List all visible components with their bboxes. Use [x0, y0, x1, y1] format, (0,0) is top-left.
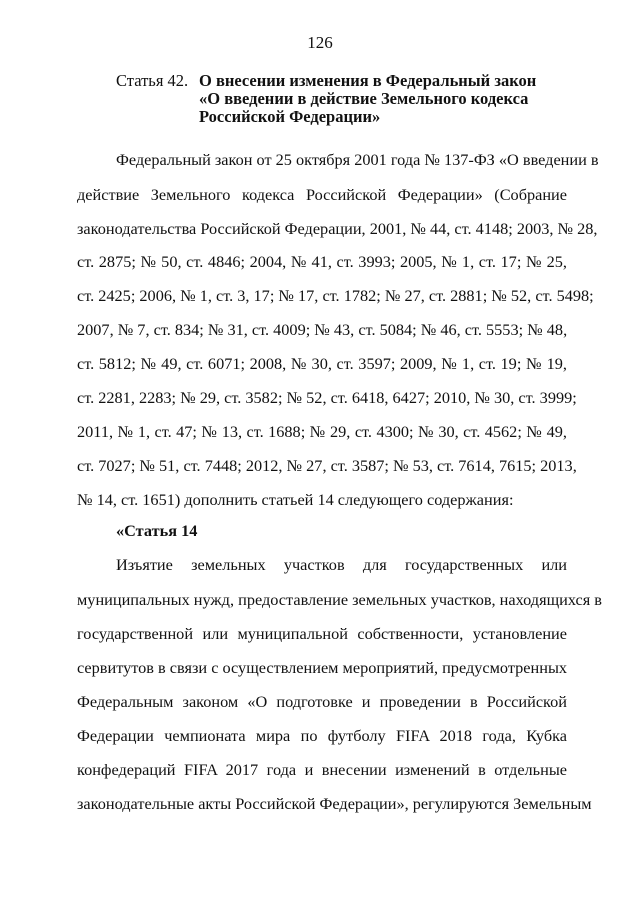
body-line: законодательства Российской Федерации, 2001, № 44, ст. 4148; 2003, № 28, [77, 219, 598, 238]
body-line: Изъятие земельных участков для государственных или [116, 555, 567, 574]
body-line: 2007, № 7, ст. 834; № 31, ст. 4009; № 43, ст. 5084; № 46, ст. 5553; № 48, [77, 320, 568, 339]
body-line: ст. 5812; № 49, ст. 6071; 2008, № 30, ст. 3597; 2009, № 1, ст. 19; № 19, [77, 354, 567, 373]
article-title-line: О внесении изменения в Федеральный закон [199, 71, 537, 90]
body-line: государственной или муниципальной собственности, установление [77, 624, 567, 643]
body-line: действие Земельного кодекса Российской Федерации» (Собрание [77, 185, 567, 204]
article-label: Статья 42. [116, 71, 189, 90]
page-number: 126 [307, 33, 333, 52]
body-line: ст. 2425; 2006, № 1, ст. 3, 17; № 17, ст. 1782; № 27, ст. 2881; № 52, ст. 5498; [77, 286, 594, 305]
body-line: законодательные акты Российской Федерации», регулируются Земельным [77, 794, 592, 813]
article-title-line: Российской Федерации» [199, 107, 381, 126]
body-line: № 14, ст. 1651) дополнить статьей 14 следующего содержания: [77, 490, 514, 509]
body-line: ст. 2875; № 50, ст. 4846; 2004, № 41, ст. 3993; 2005, № 1, ст. 17; № 25, [77, 252, 567, 271]
body-line: конфедераций FIFA 2017 года и внесении изменений в отдельные [77, 760, 567, 779]
body-line: Федеральным законом «О подготовке и проведении в Российской [77, 692, 567, 711]
article-title [199, 72, 536, 126]
body-line: сервитутов в связи с осуществлением мероприятий, предусмотренных [77, 658, 568, 677]
article-title-line: «О введении в действие Земельного кодекса [199, 89, 529, 108]
body-line: муниципальных нужд, предоставление земельных участков, находящихся в [77, 590, 602, 609]
body-line: ст. 2281, 2283; № 29, ст. 3582; № 52, ст. 6418, 6427; 2010, № 30, ст. 3999; [77, 388, 577, 407]
new-article-heading: «Статья 14 [116, 521, 198, 540]
body-line: Федеральный закон от 25 октября 2001 года № 137-ФЗ «О введении в [116, 150, 599, 169]
body-line: Федерации чемпионата мира по футболу FIFA 2018 года, Кубка [77, 726, 567, 745]
body-line: 2011, № 1, ст. 47; № 13, ст. 1688; № 29, ст. 4300; № 30, ст. 4562; № 49, [77, 422, 567, 441]
body-line: ст. 7027; № 51, ст. 7448; 2012, № 27, ст. 3587; № 53, ст. 7614, 7615; 2013, [77, 456, 577, 475]
